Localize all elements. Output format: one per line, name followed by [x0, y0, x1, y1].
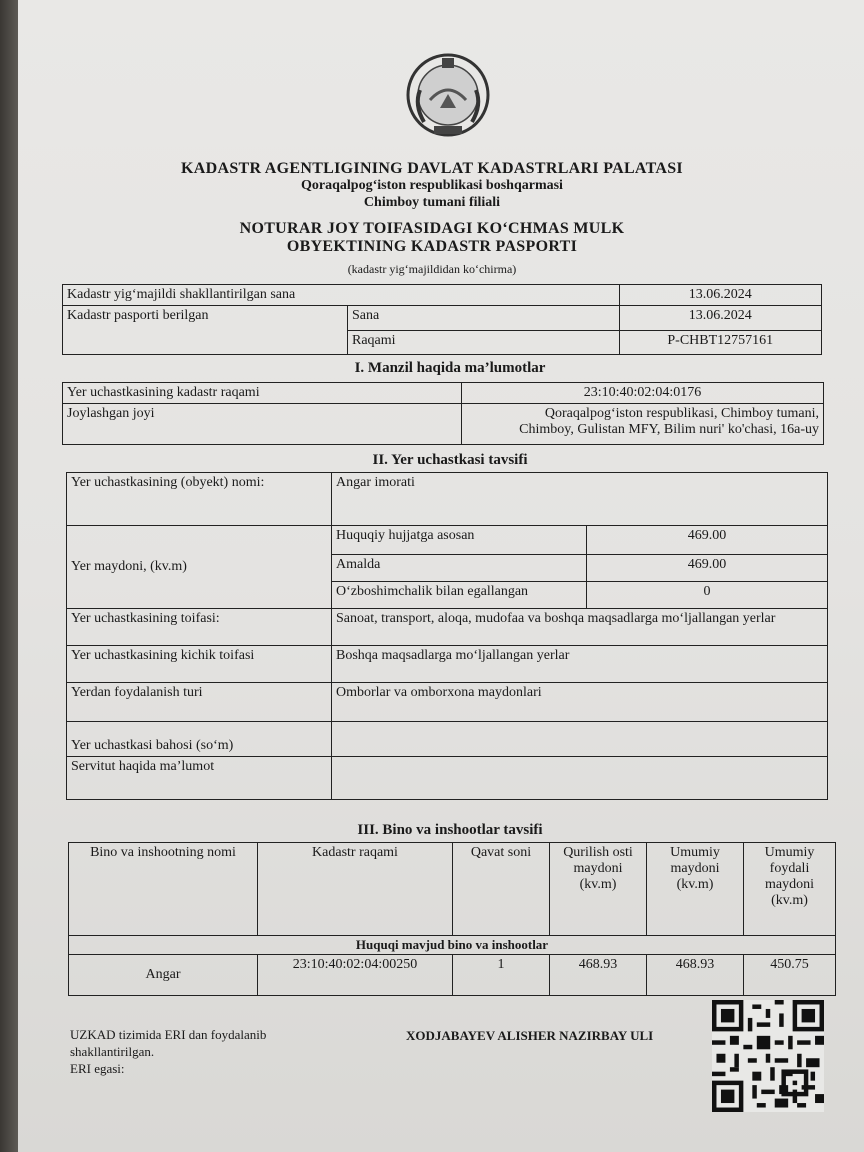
section3-title: III. Bino va inshootlar tavsifi	[357, 822, 543, 838]
area-unauth-label: O‘zboshimchalik bilan egallangan	[332, 582, 587, 609]
col-footprint: Qurilish osti maydoni (kv.m)	[550, 843, 647, 936]
area-actual-label: Amalda	[332, 555, 587, 582]
name-value: Angar imorati	[332, 473, 828, 526]
name-label: Yer uchastkasining (obyekt) nomi:	[67, 473, 332, 526]
location-value: Qoraqalpog‘iston respublikasi, Chimboy tumani, Chimboy, Gulistan MFY, Bilim nuri' ko'chasi, 16a-uy	[462, 404, 824, 445]
signer-name: XODJABAYEV ALISHER NAZIRBAY ULI	[406, 1028, 654, 1043]
footer-note: UZKAD tizimida ERI dan foydalanib shakllantirilgan. ERI egasi:	[70, 1027, 267, 1076]
document-title-1: NOTURAR JOY TOIFASIDAGI KO‘CHMAS MULK	[239, 220, 625, 237]
buildings-table	[68, 842, 836, 996]
area-legal-label: Huquqiy hujjatga asosan	[332, 526, 587, 555]
section1-title: I. Manzil haqida ma’lumotlar	[354, 360, 546, 376]
section2-title: II. Yer uchastkasi tavsifi	[372, 452, 528, 468]
subcategory-value: Boshqa maqsadlarga mo‘ljallangan yerlar	[332, 646, 828, 683]
state-emblem-icon	[400, 50, 496, 140]
servitude-label: Servitut haqida ma’lumot	[67, 757, 332, 800]
category-value: Sanoat, transport, aloqa, mudofaa va boshqa maqsadlarga mo‘ljallangan yerlar	[332, 609, 828, 646]
cadastral-value: 23:10:40:02:04:0176	[462, 383, 824, 404]
agency-title: KADASTR AGENTLIGINING DAVLAT KADASTRLARI PALATASI	[181, 160, 683, 177]
servitude-value	[332, 757, 828, 800]
date-label: Sana	[348, 306, 620, 331]
area-legal-value: 469.00	[587, 526, 828, 555]
number-value: P-CHBT12757161	[619, 330, 821, 355]
price-label: Yer uchastkasi bahosi (so‘m)	[67, 722, 332, 757]
row-footprint: 468.93	[550, 955, 647, 996]
meta-table	[62, 284, 822, 355]
row-total: 468.93	[647, 955, 744, 996]
address-table	[62, 382, 824, 445]
row-name: Angar	[69, 955, 258, 996]
area-label: Yer maydoni, (kv.m)	[67, 526, 332, 609]
land-table	[66, 472, 828, 800]
col-name: Bino va inshootning nomi	[69, 843, 258, 936]
price-value	[332, 722, 828, 757]
col-cadastral: Kadastr raqami	[258, 843, 453, 936]
issued-label: Kadastr pasporti berilgan	[63, 306, 348, 355]
row-useful: 450.75	[744, 955, 836, 996]
subcategory-label: Yer uchastkasining kichik toifasi	[67, 646, 332, 683]
branch-title: Chimboy tumani filiali	[363, 195, 501, 210]
usage-value: Omborlar va omborxona maydonlari	[332, 683, 828, 722]
document-title-2: OBYEKTINING KADASTR PASPORTI	[286, 238, 578, 255]
table-row	[69, 955, 836, 996]
location-label: Joylashgan joyi	[63, 404, 462, 445]
area-unauth-value: 0	[587, 582, 828, 609]
col-total: Umumiy maydoni (kv.m)	[647, 843, 744, 936]
cadastral-label: Yer uchastkasining kadastr raqami	[63, 383, 462, 404]
date-value: 13.06.2024	[619, 306, 821, 331]
row-cadastral: 23:10:40:02:04:00250	[258, 955, 453, 996]
formed-label: Kadastr yig‘majildi shakllantirilgan sana	[63, 285, 620, 306]
category-label: Yer uchastkasining toifasi:	[67, 609, 332, 646]
col-useful: Umumiy foydali maydoni (kv.m)	[744, 843, 836, 936]
document-subtitle: (kadastr yig‘majildidan ko‘chirma)	[347, 262, 517, 276]
number-label: Raqami	[348, 330, 620, 355]
qr-code-icon	[712, 1000, 824, 1112]
formed-value: 13.06.2024	[619, 285, 821, 306]
area-actual-value: 469.00	[587, 555, 828, 582]
group-label: Huquqi mavjud bino va inshootlar	[69, 936, 836, 955]
row-floors: 1	[453, 955, 550, 996]
usage-label: Yerdan foydalanish turi	[67, 683, 332, 722]
col-floors: Qavat soni	[453, 843, 550, 936]
region-title: Qoraqalpog‘iston respublikasi boshqarmasi	[301, 178, 563, 193]
